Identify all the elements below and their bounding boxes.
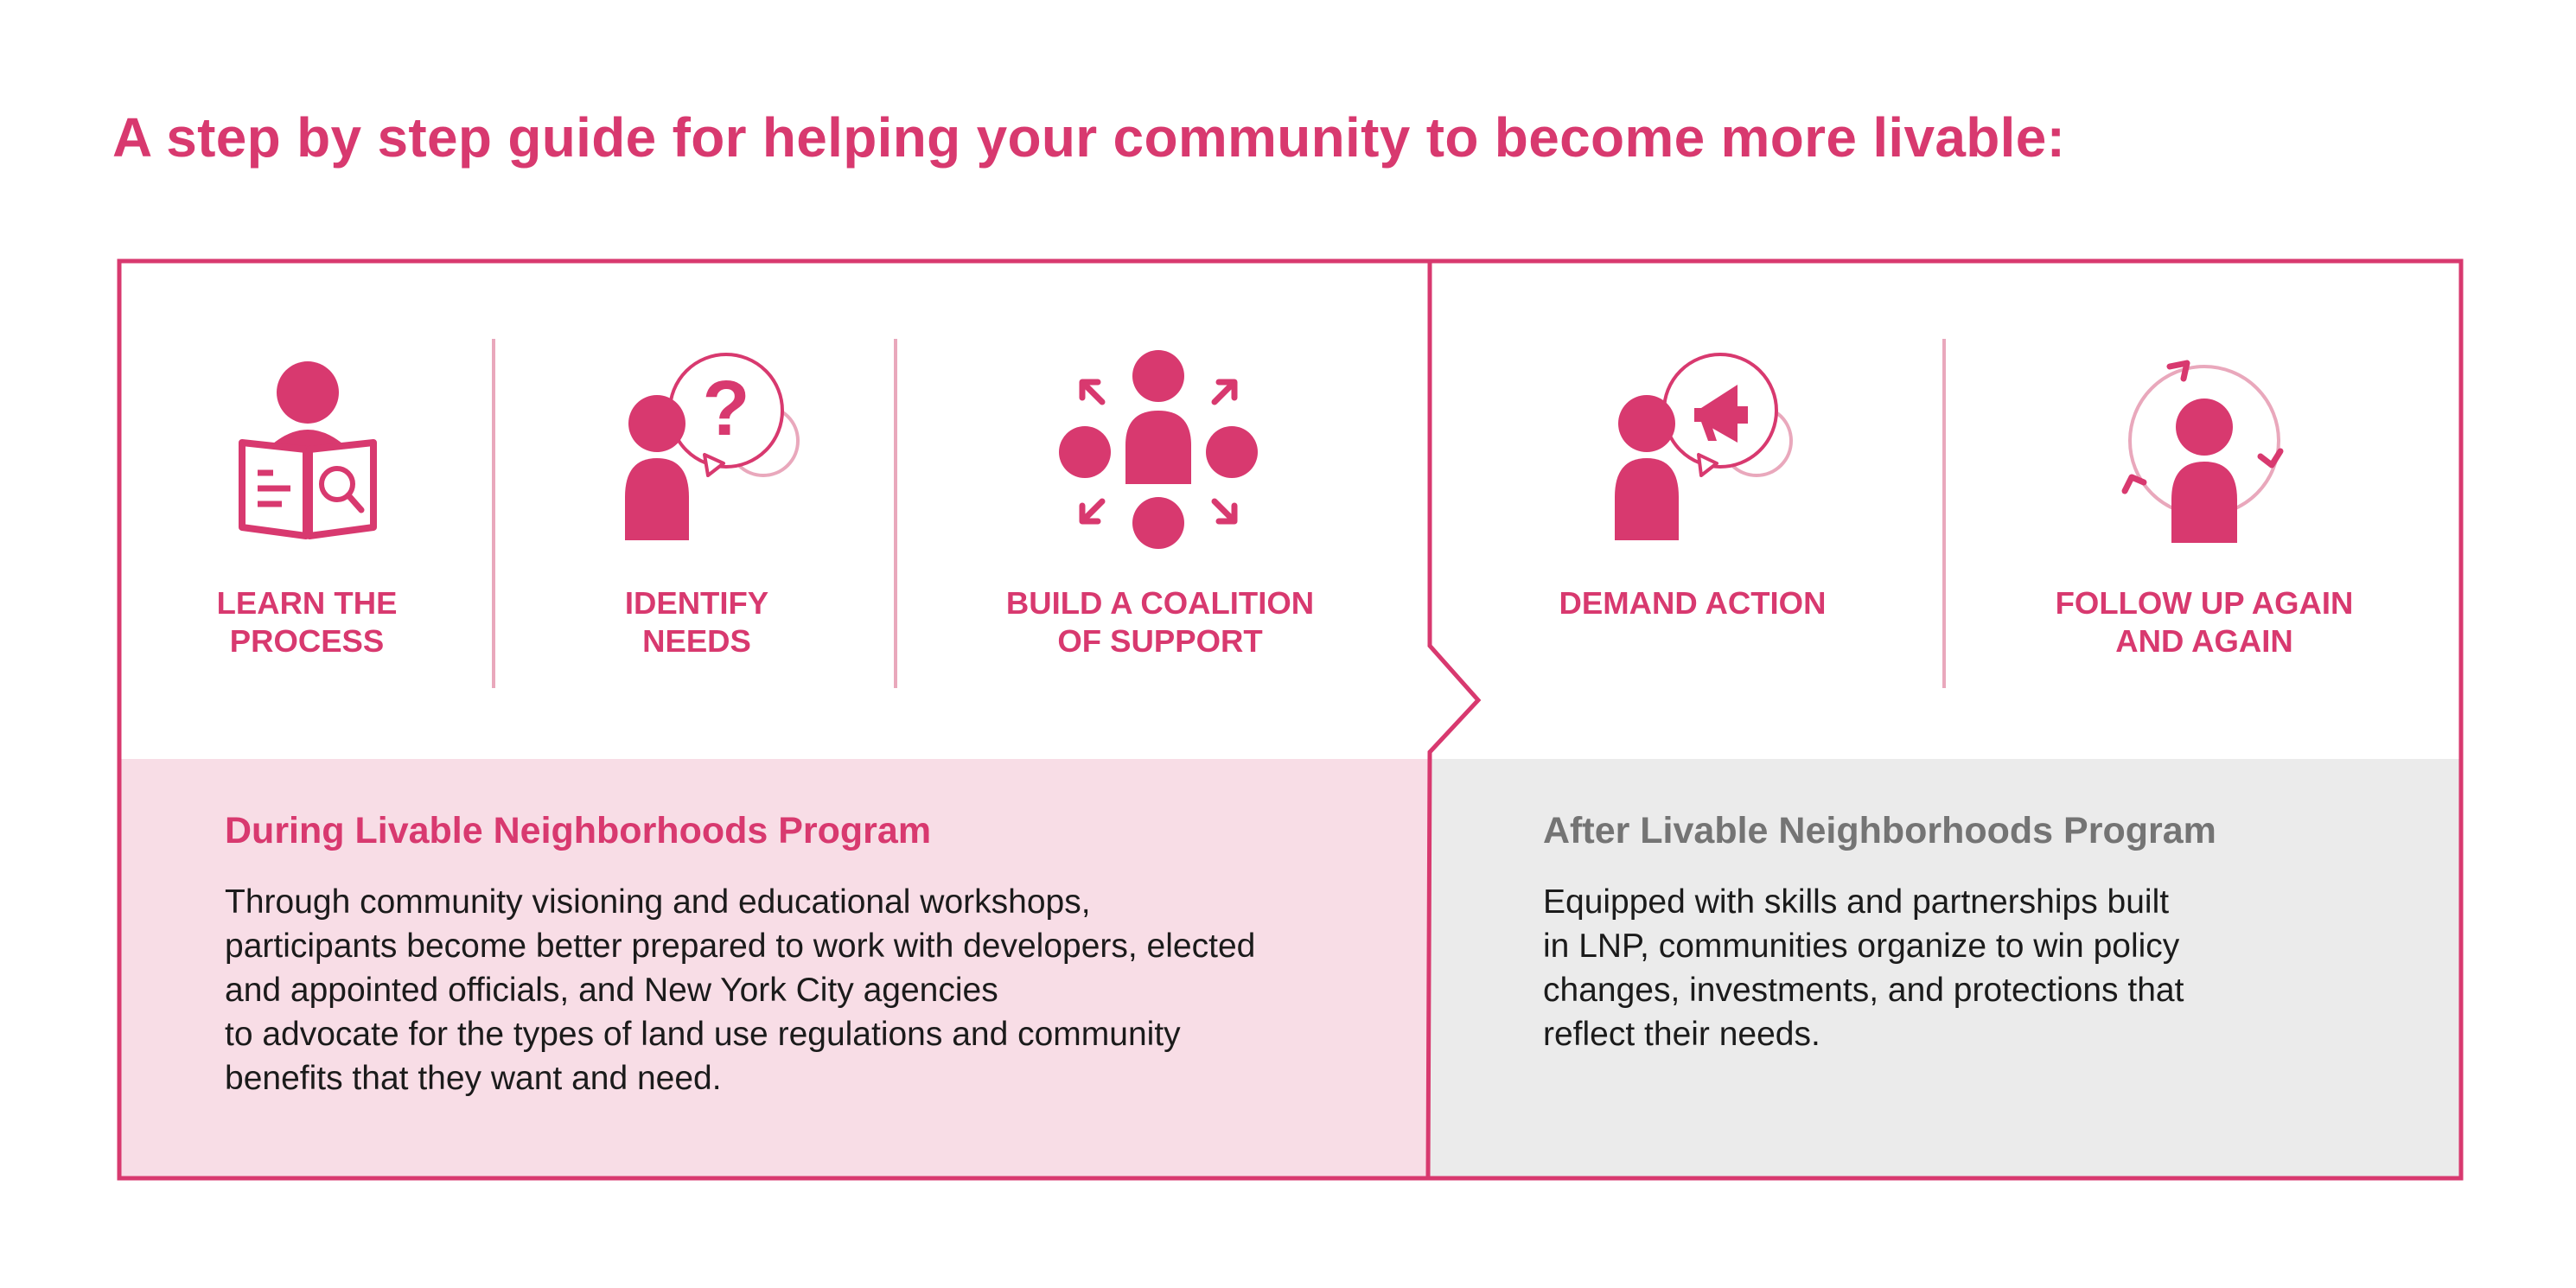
open-book-reader-icon xyxy=(233,354,389,545)
person-megaphone-bubble-icon xyxy=(1608,346,1807,545)
svg-text:?: ? xyxy=(702,366,750,452)
person-cycle-icon xyxy=(2118,354,2291,545)
step-label-learn-the-process: LEARN THE PROCESS xyxy=(216,585,398,659)
step-label-follow-up: FOLLOW UP AGAIN AND AGAIN xyxy=(2055,585,2354,659)
step-label-build-a-coalition: BUILD A COALITION OF SUPPORT xyxy=(1005,585,1315,659)
page-title: A step by step guide for helping your community to become more livable: xyxy=(112,106,2066,169)
step-label-identify-needs: IDENTIFY NEEDS xyxy=(624,585,769,659)
step-label-demand-action: DEMAND ACTION xyxy=(1559,585,1827,621)
after-panel-title: After Livable Neighborhoods Program xyxy=(1543,810,2216,851)
person-question-bubble-icon xyxy=(618,346,808,545)
during-panel-title: During Livable Neighborhoods Program xyxy=(225,810,932,851)
after-panel-text: Equipped with skills and partnerships built in LNP, communities organize to win policy changes, investments, and protections that reflect their needs. xyxy=(1543,883,2184,1053)
coalition-group-icon xyxy=(1055,346,1262,562)
during-panel-text: Through community visioning and educational workshops, participants become better prepared to work with developers, elected and appointed officials, and New York City agencies to advocate for the types of land use regulations and community benefits that they want and need. xyxy=(225,883,1256,1097)
